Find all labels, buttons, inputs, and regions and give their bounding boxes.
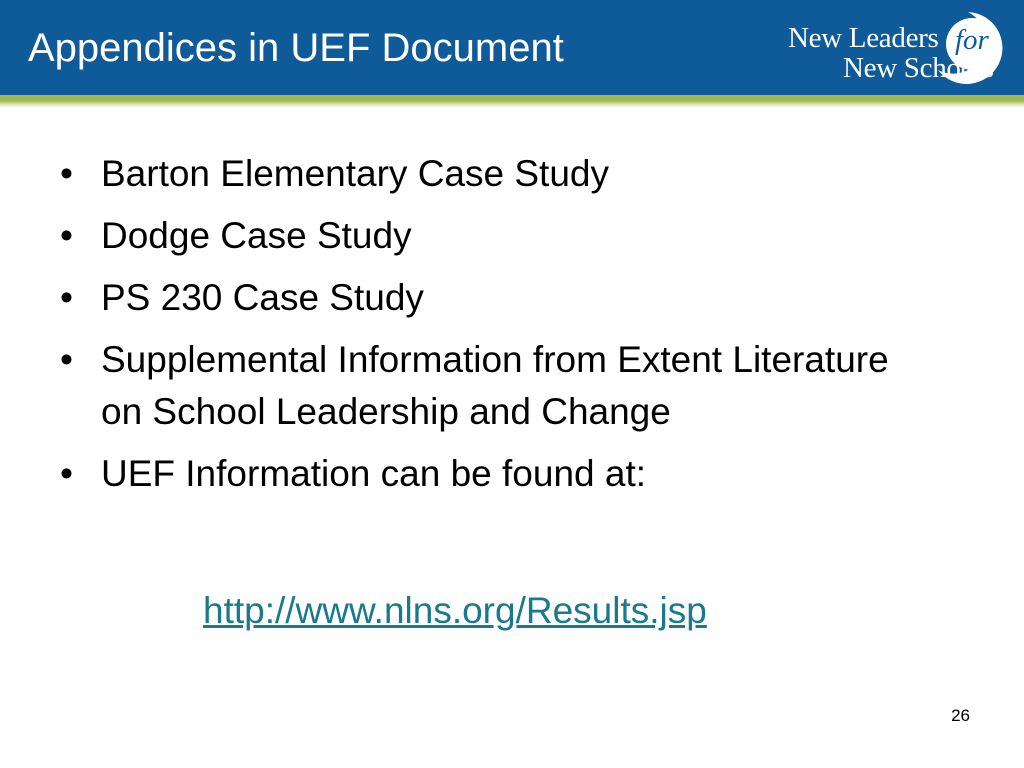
accent-stripe	[0, 95, 1024, 108]
bullet-list	[60, 148, 940, 500]
logo-text-new-schools: New Schools	[843, 52, 994, 84]
new-leaders-logo	[788, 8, 1013, 88]
slide-body	[60, 148, 940, 510]
bullet-item: • UEF Information can be found at:	[60, 448, 911, 500]
slide-title: Appendices in UEF Document	[28, 26, 564, 70]
logo-text-new-leaders: New Leaders	[788, 22, 939, 54]
bullet-item: • Barton Elementary Case Study	[60, 148, 911, 200]
bullet-item: • Supplemental Information from Extent Literature on School Leadership and Change	[60, 334, 911, 438]
results-link[interactable]: http://www.nlns.org/Results.jsp	[203, 590, 707, 631]
logo-text-for: for	[955, 24, 989, 56]
bullet-item: • Dodge Case Study	[60, 210, 911, 262]
bullet-item: • PS 230 Case Study	[60, 272, 911, 324]
page-number: 26	[951, 706, 970, 725]
